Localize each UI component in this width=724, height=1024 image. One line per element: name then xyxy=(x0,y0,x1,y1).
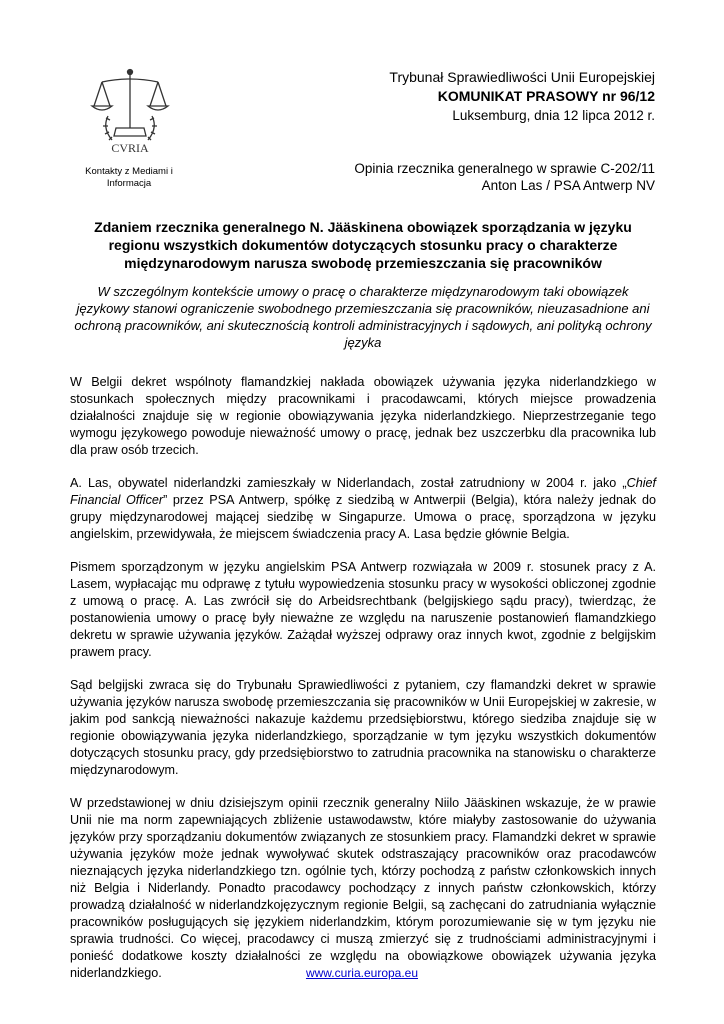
opinion-reference xyxy=(295,160,655,194)
paragraph-2 xyxy=(70,475,656,543)
court-name: Trybunał Sprawiedliwości Unii Europejskiej xyxy=(389,69,655,85)
headline: Zdaniem rzecznika generalnego N. Jääskinena obowiązek sporządzania w języku regionu wszystkich dokumentów dotyczących stosunku pracy o charakterze międzynarodowym narusza swobodę przemieszczania się pracowników xyxy=(94,219,632,271)
opinion-case: Opinia rzecznika generalnego w sprawie C-202/11 xyxy=(354,161,655,176)
paragraph-2-end: ” przez PSA Antwerp, spółkę z siedzibą w Antwerpii (Belgia), która należy jednak do grupy międzynarodowej mającej siedzibę w Singapurze. Umowa o pracę, sporządzona w języku angielskim, przewidywała, że miejscem świadczenia pracy A. Lasa będzie głównie Belgia. xyxy=(70,493,656,541)
opinion-parties: Anton Las / PSA Antwerp NV xyxy=(481,178,655,193)
paragraph-1: W Belgii dekret wspólnoty flamandzkiej nakłada obowiązek używania języka niderlandzkiego w stosunkach społecznych między pracownikami i pracodawcami, których miejsce prowadzenia działalności znajduje się w regionie obowiązywania języka niderlandzkiego. Nieprzestrzeganie tego wymogu językowego powoduje nieważność umowy o pracę, jednak bez uszczerbku dla pracownika lub dla praw osób trzecich. xyxy=(70,375,656,457)
press-date: Luksemburg, dnia 12 lipca 2012 r. xyxy=(452,108,655,123)
paragraph-5: W przedstawionej w dniu dzisiejszym opinii rzecznik generalny Niilo Jääskinen wskazuje, że w prawie Unii nie ma norm zapewniających zbliżenie ustawodawstw, które miałyby zastosowanie do używania języków przy sporządzaniu dokumentów związanych ze stosunkiem pracy. Flamandzki dekret w sprawie używania języków może jednak wywoływać skutek odstraszający pracowników oraz pracodawców nieznających języka niderlandzkiego tzn. ogólnie tych, którzy pochodzą z państw członkowskich innych niż Belgia i Niderlandy. Ponadto pracodawcy pochodzący z innych państw członkowskich, którzy prowadzą działalność w niderlandzkojęzycznym regionie Belgii, są zachęcani do zatrudniania wyłącznie pracowników posługujących się językiem niderlandzkim, którym porozumiewanie się w tym języku nie sprawia trudności. Co więcej, pracodawcy ci muszą zmierzyć się z trudnościami administracyjnymi i ponieść dodatkowe koszty działalności ze względu na obowiązkowe obowiązek używania języka niderlandzkiego. xyxy=(70,796,656,980)
paragraph-3: Pismem sporządzonym w języku angielskim PSA Antwerp rozwiązała w 2009 r. stosunek pracy z A. Lasem, wypłacając mu odprawę z tytułu wypowiedzenia stosunku pracy w wysokości obliczonej zgodnie z umową o pracę. A. Las zwrócił się do Arbeidsrechtbank (belgijskiego sądu pracy), twierdząc, że postanowienia umowy o pracę były nieważne ze względu na naruszenie postanowień flamandzkiego dekretu w sprawie używania języków. Zażądał wyższej odprawy oraz innych kwot, zgodnie z belgijskim prawem pracy. xyxy=(70,560,656,659)
paragraph-2-job-title: Chief Financial Officer xyxy=(70,476,656,507)
footer xyxy=(0,966,724,980)
logo-text: CVRIA xyxy=(111,141,149,155)
curia-website-link[interactable]: www.curia.europa.eu xyxy=(305,966,419,980)
press-release-number: KOMUNIKAT PRASOWY nr 96/12 xyxy=(437,88,655,104)
scales-of-justice-icon xyxy=(88,66,172,158)
logo-caption: Kontakty z Mediami i Informacja xyxy=(85,166,173,189)
body-text xyxy=(70,374,656,998)
paragraph-4: Sąd belgijski zwraca się do Trybunału Sprawiedliwości z pytaniem, czy flamandzki dekret w sprawie używania języków narusza swobodę przemieszczania się pracowników w Unii Europejskiej w zakresie, w jakim pod sankcją nieważności nakazuje każdemu przedsiębiorstwu, którego siedziba znajduje się w regionie obowiązywania języka niderlandzkiego, sporządzanie w tym języku wszystkich dokumentów dotyczących stosunku pracy, gdy przedsiębiorstwo to zatrudnia pracownika na stanowisku o charakterze międzynarodowym. xyxy=(70,678,656,777)
summary: W szczególnym kontekście umowy o pracę o charakterze międzynarodowym taki obowiązek językowy stanowi ograniczenie swobodnego przemieszczania się pracowników, nieuzasadnione ani ochroną pracowników, ani skutecznością kontroli administracyjnych i sądowych, ani polityką ochrony języka xyxy=(74,284,652,350)
curia-logo xyxy=(88,66,172,158)
paragraph-2-start: A. Las, obywatel niderlandzki zamieszkały w Niderlandach, został zatrudniony w 2004 r. jako „ xyxy=(70,476,627,490)
press-header xyxy=(295,68,655,125)
